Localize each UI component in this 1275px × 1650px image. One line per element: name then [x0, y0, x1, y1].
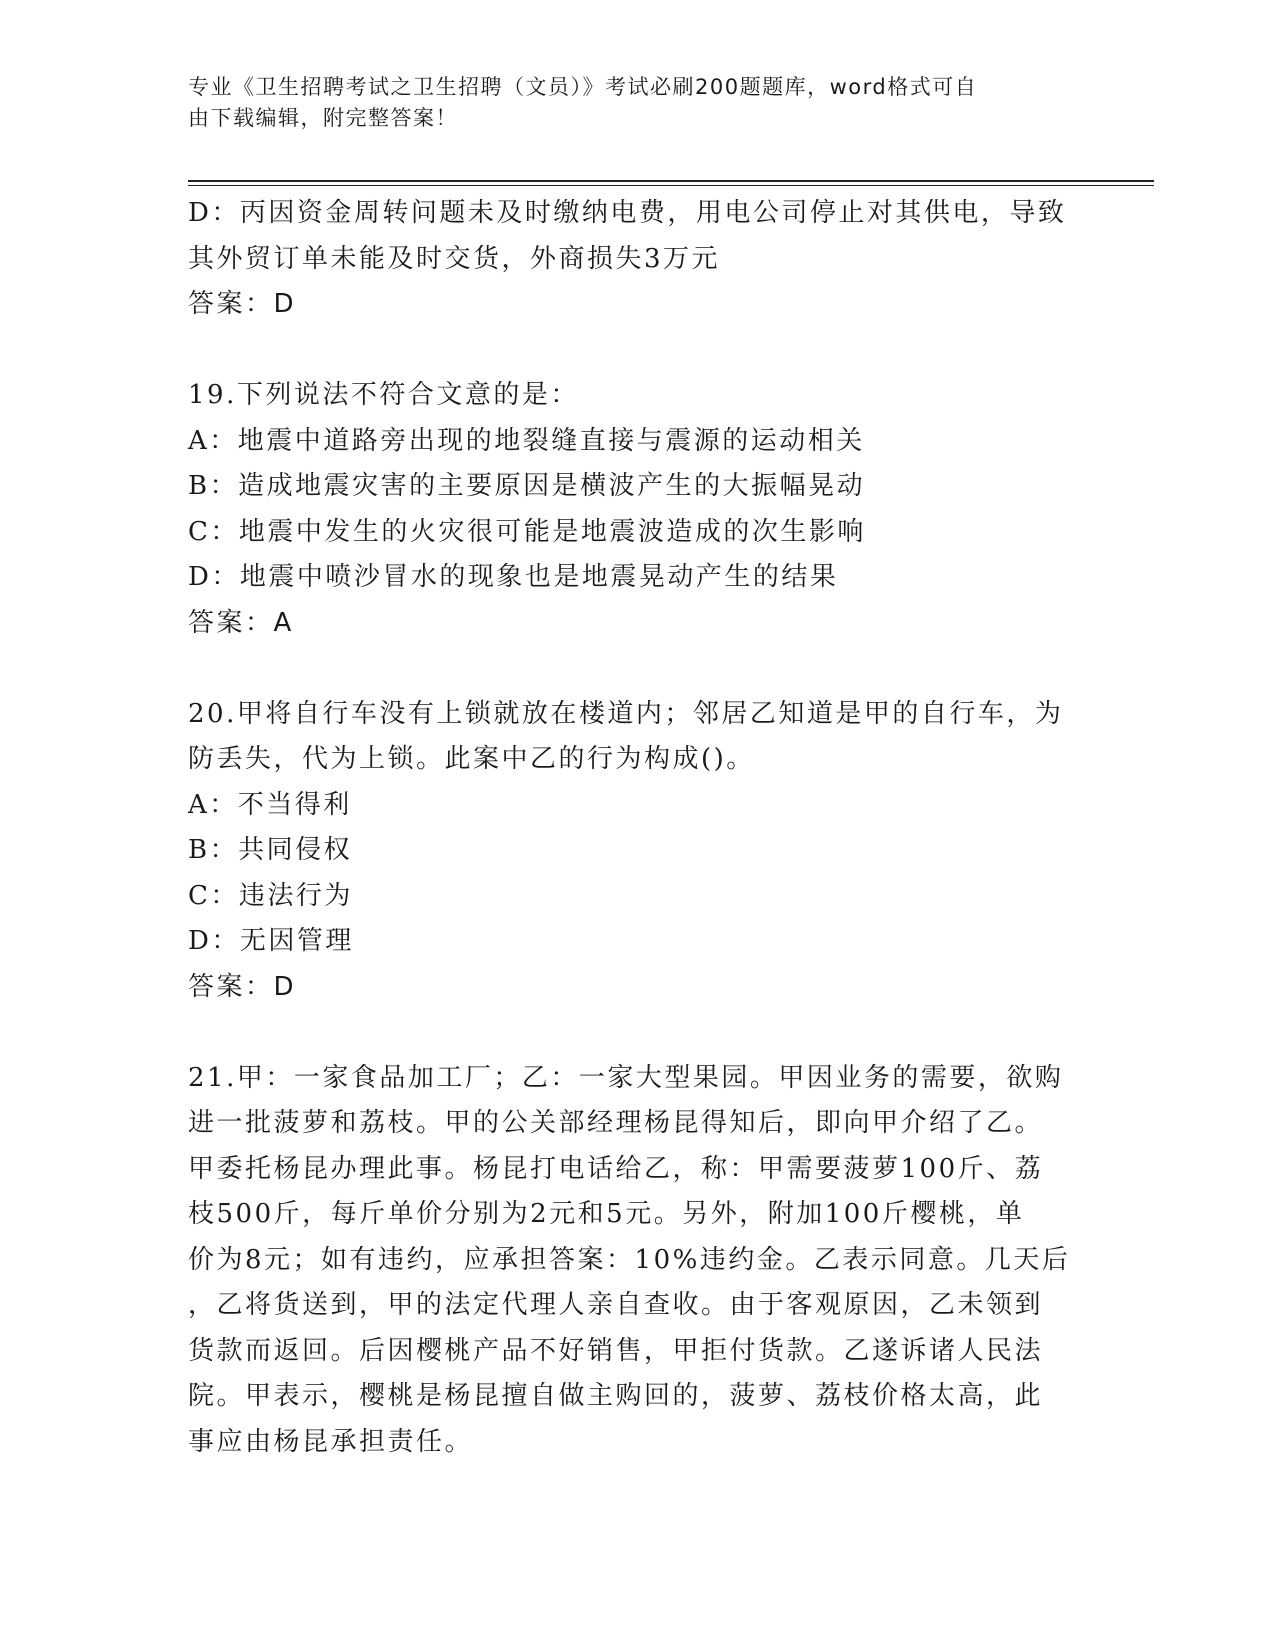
option-c: C：违法行为 — [188, 880, 353, 911]
question-stem-line-2: 防丢失，代为上锁。此案中乙的行为构成()。 — [188, 744, 755, 774]
option-c: C：地震中发生的火灾很可能是地震波造成的次生影响 — [188, 516, 866, 547]
answer-20: 答案：D — [188, 971, 297, 1002]
spacer — [188, 328, 1088, 374]
option-d: D：无因管理 — [188, 926, 354, 956]
question-text-line: ，乙将货送到，甲的法定代理人亲自查收。由于客观原因，乙未领到 — [188, 1290, 1044, 1320]
question-18-tail — [188, 191, 1088, 328]
question-21 — [188, 1056, 1088, 1466]
question-stem: 19.下列说法不符合文意的是： — [188, 380, 579, 410]
option-b: B：共同侵权 — [188, 835, 353, 865]
question-text-line: 21.甲：一家食品加工厂；乙：一家大型果园。甲因业务的需要，欲购 — [188, 1062, 1064, 1093]
answer-18: 答案：D — [188, 289, 297, 319]
question-19 — [188, 373, 1088, 646]
question-20 — [188, 692, 1088, 1011]
question-text-line: 枝500斤，每斤单价分别为2元和5元。另外，附加100斤樱桃，单 — [188, 1199, 1025, 1229]
question-text-line: 价为8元；如有违约，应承担答案：10%违约金。乙表示同意。几天后 — [188, 1244, 1071, 1275]
spacer — [188, 646, 1088, 692]
question-text-line: 事应由杨昆承担责任。 — [188, 1426, 474, 1457]
option-a: A：不当得利 — [188, 789, 352, 820]
answer-19: 答案：A — [188, 607, 294, 638]
question-text-line: 货款而返回。后因樱桃产品不好销售，甲拒付货款。乙遂诉诸人民法 — [188, 1335, 1044, 1366]
option-d: D：地震中喷沙冒水的现象也是地震晃动产生的结果 — [188, 562, 839, 592]
option-d-line-1: D：丙因资金周转问题未及时缴纳电费，用电公司停止对其供电，导致 — [188, 198, 1067, 228]
document-body — [188, 191, 1088, 1465]
option-a: A：地震中道路旁出现的地裂缝直接与震源的运动相关 — [188, 425, 865, 456]
header-rule-thick — [188, 180, 1154, 182]
header-line-1: 专业《卫生招聘考试之卫生招聘（文员）》考试必刷200题题库，word格式可自 — [188, 75, 978, 99]
question-text-line: 院。甲表示，樱桃是杨昆擅自做主购回的，菠萝、荔枝价格太高，此 — [188, 1381, 1044, 1411]
question-stem-line-1: 20.甲将自行车没有上锁就放在楼道内；邻居乙知道是甲的自行车，为 — [188, 698, 1064, 729]
header-line-2: 由下载编辑，附完整答案！ — [188, 106, 458, 130]
spacer — [188, 1010, 1088, 1056]
question-text-line: 进一批菠萝和荔枝。甲的公关部经理杨昆得知后，即向甲介绍了乙。 — [188, 1108, 1044, 1138]
option-b: B：造成地震灾害的主要原因是横波产生的大振幅晃动 — [188, 471, 866, 501]
option-d-line-2: 其外贸订单未能及时交货，外商损失3万元 — [188, 243, 721, 274]
document-header — [188, 72, 1068, 134]
question-text-line: 甲委托杨昆办理此事。杨昆打电话给乙，称：甲需要菠萝100斤、荔 — [188, 1153, 1044, 1184]
header-rule-thin — [188, 185, 1154, 186]
